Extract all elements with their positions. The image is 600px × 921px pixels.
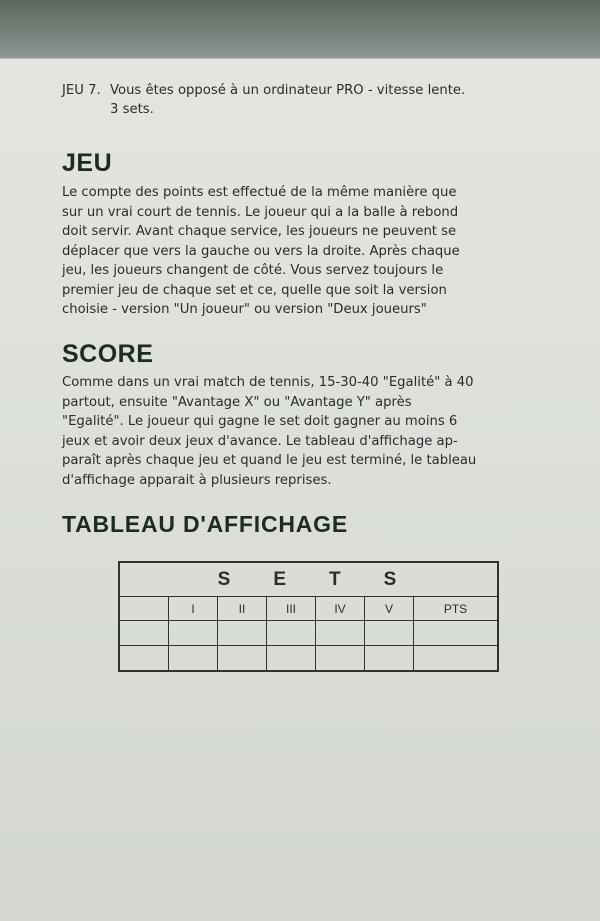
- column-header-set-3: III: [267, 597, 316, 621]
- paragraph-jeu: [62, 183, 554, 320]
- table-cell: [119, 646, 169, 672]
- score-line: paraît après chaque jeu et quand le jeu est terminé, le tableau: [62, 453, 477, 468]
- column-header-set-2: II: [218, 597, 267, 621]
- table-cell: [316, 646, 365, 672]
- table-cell: [119, 621, 169, 646]
- scoreboard-table: [118, 561, 499, 672]
- columns-row: [119, 597, 498, 621]
- sets-letter: S: [383, 568, 400, 590]
- score-line: "Egalité". Le joueur qui gagne le set doit gagner au moins 6: [62, 414, 458, 429]
- jeu-line: choisie - version "Un joueur" ou version "Deux joueurs": [62, 302, 427, 317]
- jeu-line: sur un vrai court de tennis. Le joueur qui a la balle à rebond: [62, 204, 459, 220]
- jeu-line: jeu, les joueurs changent de côté. Vous servez toujours le: [62, 263, 444, 278]
- heading-jeu: JEU: [62, 149, 113, 177]
- table-cell: [267, 621, 316, 646]
- column-header-pts: PTS: [414, 597, 499, 621]
- intro-jeu7: [62, 81, 562, 119]
- score-line: partout, ensuite "Avantage X" ou "Avantage Y" après: [62, 394, 412, 410]
- paragraph-score: [62, 373, 554, 490]
- table-cell: [316, 621, 365, 646]
- intro-label: JEU 7.: [62, 83, 101, 98]
- intro-line1: Vous êtes opposé à un ordinateur PRO - vitesse lente.: [110, 83, 466, 98]
- heading-tableau: TABLEAU D'AFFICHAGE: [62, 511, 349, 537]
- table-cell: [414, 646, 499, 672]
- sets-row: [119, 562, 498, 597]
- table-cell: [218, 646, 267, 672]
- jeu-line: doit servir. Avant chaque service, les joueurs ne peuvent se: [62, 224, 457, 239]
- table-cell: [218, 621, 267, 646]
- table-cell: [169, 621, 218, 646]
- player-row: [119, 646, 498, 672]
- score-line: Comme dans un vrai match de tennis, 15-30-40 "Egalité" à 40: [62, 375, 474, 390]
- table-cell: [169, 646, 218, 672]
- sets-letter: E: [273, 568, 290, 590]
- column-header-set-5: V: [365, 597, 414, 621]
- column-header-empty: [119, 597, 169, 621]
- sets-letter: T: [329, 568, 344, 590]
- score-line: d'affichage apparait à plusieurs reprises.: [62, 472, 332, 488]
- table-cell: [267, 646, 316, 672]
- jeu-line: Le compte des points est effectué de la même manière que: [62, 185, 457, 200]
- jeu-line: déplacer que vers la gauche ou vers la droite. Après chaque: [62, 243, 460, 259]
- column-header-set-4: IV: [316, 597, 365, 621]
- manual-page: [0, 58, 600, 921]
- sets-letter: S: [217, 568, 234, 590]
- heading-score: SCORE: [62, 340, 154, 368]
- table-cell: [365, 621, 414, 646]
- intro-line2: 3 sets.: [110, 102, 154, 117]
- jeu-line: premier jeu de chaque set et ce, quelle que soit la version: [62, 282, 447, 298]
- sets-title-cell: [119, 562, 498, 597]
- column-header-set-1: I: [169, 597, 218, 621]
- player-row: [119, 621, 498, 646]
- score-line: jeux et avoir deux jeux d'avance. Le tableau d'affichage ap-: [62, 433, 458, 449]
- table-cell: [365, 646, 414, 672]
- table-cell: [414, 621, 499, 646]
